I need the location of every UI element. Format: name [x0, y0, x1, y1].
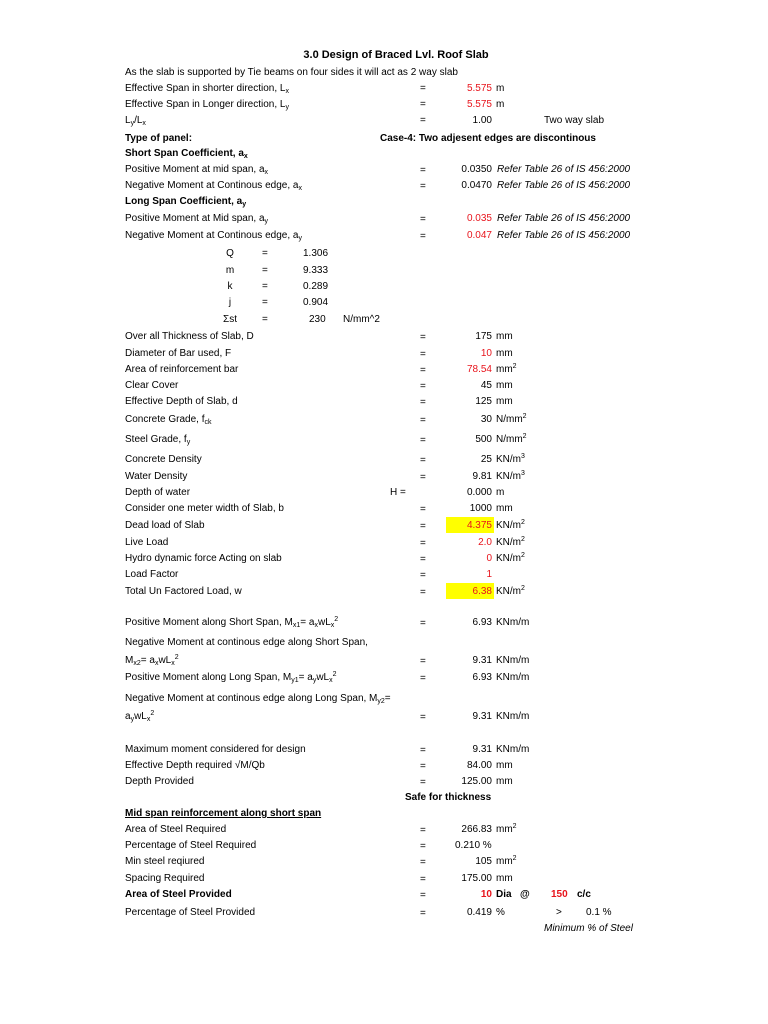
const-unit: N/mm^2	[343, 314, 380, 325]
moment-label: $M_{x2}= a_xwL_x^2$	[125, 654, 179, 667]
eq-sign: =	[420, 874, 426, 885]
prop-value: 78.54	[466, 364, 492, 375]
intro-text: As the slab is supported by Tie beams on four sides it will act as 2 way slab	[125, 67, 458, 78]
mid-unit: %	[496, 907, 505, 918]
eq-sign: =	[420, 761, 426, 772]
prop-value: 1000	[469, 503, 492, 514]
eq-sign: =	[420, 777, 426, 788]
design-unit: mm	[496, 760, 513, 771]
moment-value: 6.93	[472, 617, 492, 628]
const-symbol: m	[225, 265, 235, 276]
eq-sign: =	[420, 415, 426, 426]
const-symbol: j	[228, 297, 232, 308]
prop-unit: mm	[496, 396, 513, 407]
eq-sign: =	[420, 857, 426, 868]
ratio-note: Two way slab	[544, 115, 605, 126]
neg-x-ref: Refer Table 26 of IS 456:2000	[497, 180, 631, 191]
prop-value: 1	[486, 569, 492, 580]
eq-sign: =	[262, 248, 268, 259]
moment-unit: KNm/m	[496, 617, 530, 628]
mid-label: Percentage of Steel Provided	[125, 907, 256, 918]
eq-sign: =	[420, 231, 426, 242]
prop-value: 25	[480, 454, 492, 465]
mid-label: Min steel reqiured	[125, 856, 205, 867]
prop-label: Water Density	[125, 471, 188, 482]
prop-unit: mm	[496, 380, 513, 391]
pos-mid-y-value: 0.035	[466, 213, 492, 224]
bar-dia-label: Dia	[496, 889, 512, 900]
prop-label: Hydro dynamic force Acting on slab	[125, 553, 282, 564]
design-value: 125.00	[461, 776, 492, 787]
eq-sign: =	[420, 381, 426, 392]
neg-x-value: 0.0470	[461, 180, 492, 191]
prop-unit: $KN/m^2$	[496, 536, 525, 548]
prop-label: Concrete Density	[125, 454, 202, 465]
mid-label: Spacing Required	[125, 873, 205, 884]
moment-value: 9.31	[472, 655, 492, 666]
prop-label: Dead load of Slab	[125, 520, 205, 531]
eq-sign: =	[420, 504, 426, 515]
ly-value: 5.575	[466, 99, 492, 110]
eq-sign: =	[262, 265, 268, 276]
const-value: 230	[309, 314, 326, 325]
eq-sign: =	[262, 297, 268, 308]
eq-sign: =	[262, 281, 268, 292]
moment-unit: KNm/m	[496, 672, 530, 683]
eq-sign: =	[420, 214, 426, 225]
prop-unit: $N/mm^2$	[496, 413, 527, 425]
prop-label: Effective Depth of Slab, d	[125, 396, 238, 407]
eq-sign: =	[420, 618, 426, 629]
prop-unit: $mm^2$	[496, 363, 517, 375]
const-symbol: Σst	[223, 314, 237, 325]
mid-label: Area of Steel Provided	[125, 889, 232, 900]
neg-y-label: Negative Moment at Continous edge, $a_y$	[125, 230, 302, 242]
mid-value: 0.419	[466, 907, 492, 918]
mid-label: Area of Steel Required	[125, 824, 227, 835]
prop-unit: mm	[496, 331, 513, 342]
prop-label: Concrete Grade, $f_{ck}$	[125, 414, 212, 426]
prop-label: Load Factor	[125, 569, 179, 580]
eq-sign: =	[420, 745, 426, 756]
long-span-coef-heading: Long Span Coefficient, $a_y$	[125, 196, 247, 208]
min-steel-note: Minimum % of Steel	[544, 923, 633, 934]
mid-span-heading: Mid span reinforcement along short span	[125, 808, 322, 819]
const-value: 0.289	[303, 281, 329, 292]
short-span-coef-heading: Short Span Coefficient, $a_x$	[125, 148, 248, 160]
pos-mid-x-label: Positive Moment at mid span, $a_x$	[125, 164, 269, 176]
ratio-value: 1.00	[472, 115, 492, 126]
design-label: Effective Depth required √M/Qb	[125, 760, 265, 771]
eq-sign: =	[420, 365, 426, 376]
prop-unit: $KN/m^3$	[496, 453, 525, 465]
prop-value: 4.375	[466, 520, 492, 531]
mid-value: 0.210 %	[455, 840, 492, 851]
prop-label: Consider one meter width of Slab, b	[125, 503, 284, 514]
const-value: 1.306	[303, 248, 329, 259]
design-unit: KNm/m	[496, 744, 530, 755]
eq-sign: =	[420, 521, 426, 532]
mid-unit: $mm^2$	[496, 855, 517, 867]
neg-y-ref: Refer Table 26 of IS 456:2000	[497, 230, 631, 241]
eq-sign: =	[420, 825, 426, 836]
panel-value: Case-4: Two adjesent edges are discontinous	[380, 133, 596, 144]
eq-sign: =	[420, 712, 426, 723]
prop-unit: mm	[496, 348, 513, 359]
moment-unit: KNm/m	[496, 655, 530, 666]
spacing-value: 150	[551, 889, 568, 900]
const-value: 9.333	[303, 265, 329, 276]
prop-label: Over all Thickness of Slab, D	[125, 331, 254, 342]
lx-unit: m	[496, 83, 505, 94]
eq-sign: =	[420, 115, 426, 126]
prop-value: 10	[480, 348, 492, 359]
bar-dia-value: 10	[480, 889, 492, 900]
prop-value: 30	[480, 414, 492, 425]
eq-sign: =	[420, 472, 426, 483]
prop-label: Area of reinforcement bar	[125, 364, 239, 375]
prop-label: Diameter of Bar used, F	[125, 348, 232, 359]
prop-value: 9.81	[472, 471, 492, 482]
design-value: 9.31	[472, 744, 492, 755]
eq-sign: =	[420, 908, 426, 919]
at-sign: @	[520, 889, 530, 900]
eq-sign: =	[420, 83, 426, 94]
ratio-label: $L_y/L_x$	[125, 115, 146, 127]
const-value: 0.904	[303, 297, 329, 308]
prop-unit: $N/mm^2$	[496, 433, 527, 445]
pos-mid-y-label: Positive Moment at Mid span, $a_y$	[125, 213, 269, 225]
mid-unit: $mm^2$	[496, 823, 517, 835]
prop-value: 45	[480, 380, 492, 391]
eq-sign: =	[420, 181, 426, 192]
design-label: Maximum moment considered for design	[125, 744, 306, 755]
eq-sign: =	[420, 890, 426, 901]
prop-unit: $KN/m^3$	[496, 470, 525, 482]
neg-x-label: Negative Moment at Continous edge, $a_x$	[125, 180, 302, 192]
eq-sign: =	[420, 332, 426, 343]
prop-unit: $KN/m^2$	[496, 519, 525, 531]
eq-sign: =	[420, 841, 426, 852]
moment-value: 6.93	[472, 672, 492, 683]
ly-unit: m	[496, 99, 505, 110]
mid-value: 105	[475, 856, 492, 867]
prop-value: 2.0	[478, 537, 492, 548]
min-pct-value: 0.1 %	[586, 907, 612, 918]
prop-unit: m	[496, 487, 505, 498]
mid-value: 266.83	[461, 824, 492, 835]
eq-sign: =	[420, 397, 426, 408]
moment-label: Positive Moment along Long Span, $M_{y1}= a_ywL_x^2$	[125, 671, 337, 684]
eq-sign: =	[420, 99, 426, 110]
moment-label: Positive Moment along Short Span, $M_{x1}= a_xwL_x^2$	[125, 616, 339, 629]
prop-unit: $KN/m^2$	[496, 552, 525, 564]
prop-value: 175	[475, 331, 492, 342]
design-label: Depth Provided	[125, 776, 194, 787]
moment-value: 9.31	[472, 711, 492, 722]
pos-mid-y-ref: Refer Table 26 of IS 456:2000	[497, 213, 631, 224]
prop-value: 0.000	[466, 487, 492, 498]
eq-sign: =	[420, 455, 426, 466]
prop-label: Live Load	[125, 537, 169, 548]
prop-value: 6.38	[472, 586, 492, 597]
prop-value: 125	[475, 396, 492, 407]
prop-label: Clear Cover	[125, 380, 179, 391]
moment-label: $a_ywL_x^2$	[125, 710, 155, 723]
const-symbol: Q	[226, 248, 234, 259]
eq-sign: =	[420, 656, 426, 667]
panel-label: Type of panel:	[125, 133, 193, 144]
eq-sign: =	[420, 570, 426, 581]
eq-sign: =	[420, 435, 426, 446]
eq-sign: =	[420, 673, 426, 684]
pos-mid-x-value: 0.0350	[461, 164, 492, 175]
const-symbol: k	[227, 281, 233, 292]
prop-label: Depth of water	[125, 487, 191, 498]
eq-sign: =	[262, 314, 268, 325]
prop-label: Steel Grade, $f_y$	[125, 434, 191, 446]
prop-label: Total Un Factored Load, w	[125, 586, 242, 597]
prop-value: 500	[475, 434, 492, 445]
neg-y-value: 0.047	[466, 230, 492, 241]
lx-value: 5.575	[466, 83, 492, 94]
eq-sign: =	[420, 165, 426, 176]
h-label: H =	[390, 487, 406, 498]
prop-unit: $KN/m^2$	[496, 585, 525, 597]
lx-label: Effective Span in shorter direction, $L_x$	[125, 83, 289, 95]
cc-label: c/c	[577, 889, 591, 900]
prop-unit: mm	[496, 503, 513, 514]
eq-sign: =	[420, 538, 426, 549]
mid-unit: mm	[496, 873, 513, 884]
safe-status: Safe for thickness	[405, 792, 492, 803]
moment-heading: Negative Moment at continous edge along Long Span, $M_{y2}=$	[125, 693, 391, 705]
moment-unit: KNm/m	[496, 711, 530, 722]
gt-sign: >	[556, 907, 562, 918]
mid-label: Percentage of Steel Required	[125, 840, 257, 851]
eq-sign: =	[420, 554, 426, 565]
design-value: 84.00	[466, 760, 492, 771]
mid-value: 175.00	[461, 873, 492, 884]
moment-heading: Negative Moment at continous edge along Short Span,	[125, 637, 368, 648]
prop-value: 0	[486, 553, 492, 564]
page-title: 3.0 Design of Braced Lvl. Roof Slab	[303, 49, 489, 61]
design-unit: mm	[496, 776, 513, 787]
eq-sign: =	[420, 349, 426, 360]
ly-label: Effective Span in Longer direction, $L_y$	[125, 99, 289, 111]
pos-mid-x-ref: Refer Table 26 of IS 456:2000	[497, 164, 631, 175]
eq-sign: =	[420, 587, 426, 598]
